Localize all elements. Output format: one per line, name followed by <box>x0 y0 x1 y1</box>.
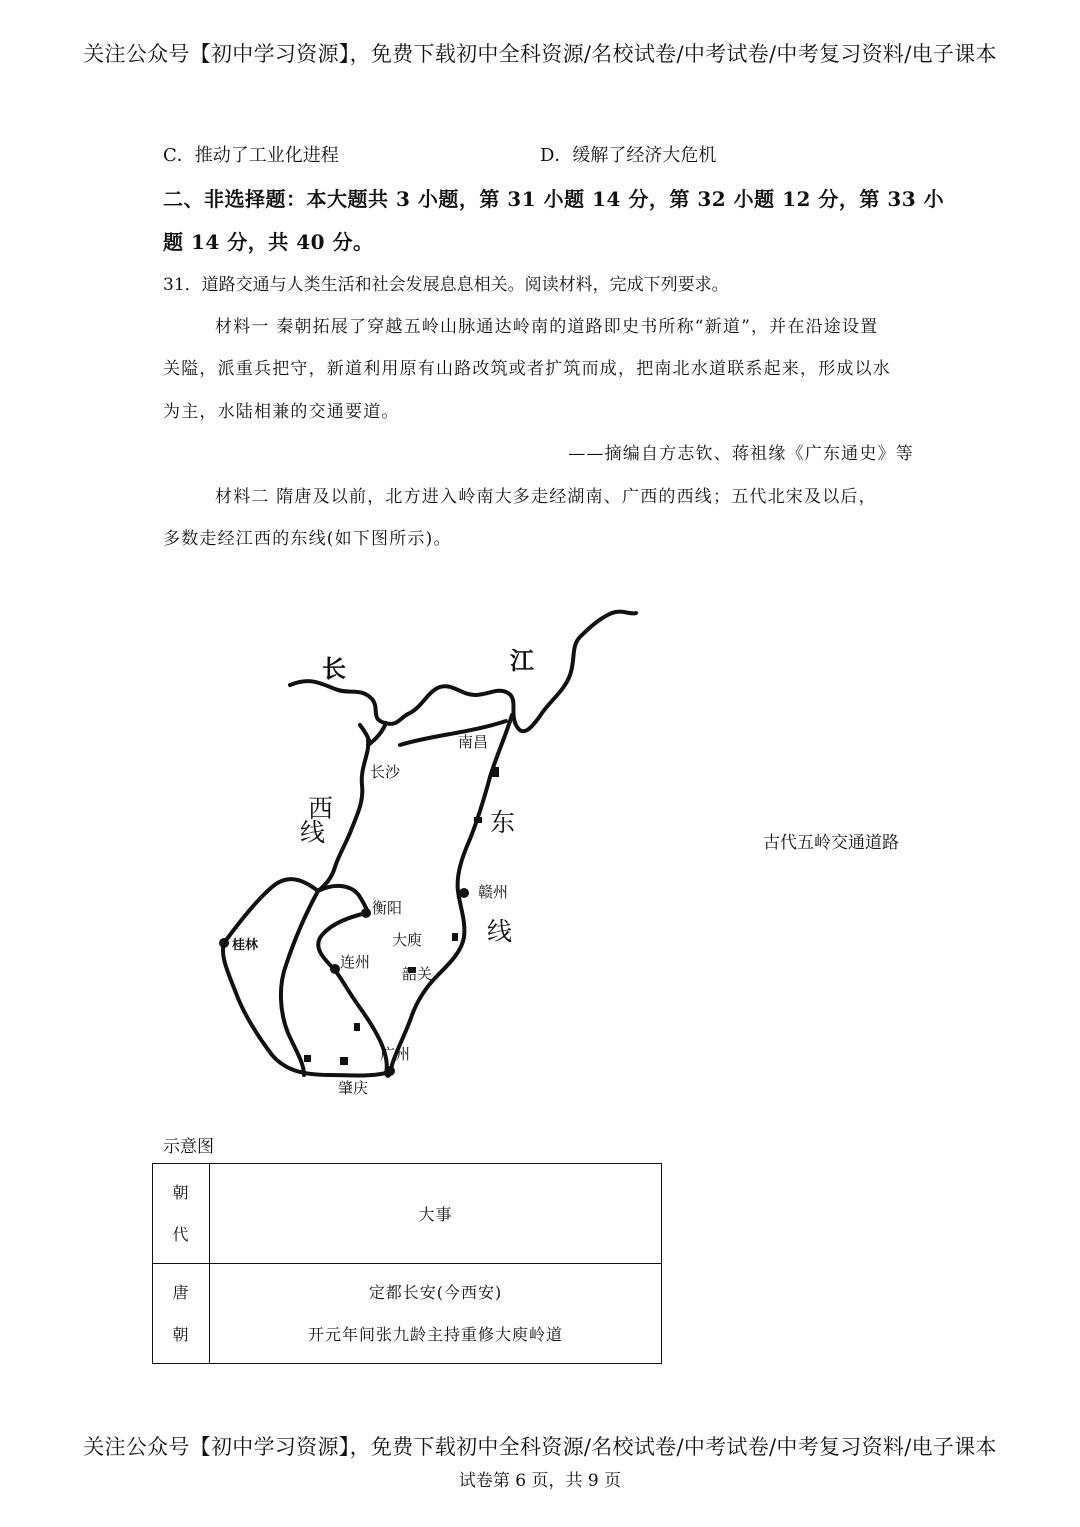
pass-marker <box>340 1057 348 1065</box>
map-label-west-xian: 线 <box>300 818 326 847</box>
map-label-jiang: 江 <box>510 647 534 675</box>
map-caption-below: 示意图 <box>163 1137 214 1157</box>
pass-marker <box>304 1055 311 1062</box>
table-header-row <box>153 1164 662 1264</box>
event-text: 开元年间张九龄主持重修大庾岭道 <box>307 1324 563 1344</box>
material1-line1: 材料一 秦朝拓展了穿越五岭山脉通达岭南的道路即史书所称“新道”，并在沿途设置 <box>215 317 879 337</box>
material1-source: ——摘编自方志钦、蒋祖缘《广东通史》等 <box>568 444 914 464</box>
map-label-hengyang: 衡阳 <box>372 899 403 917</box>
map-label-dayu: 大庾 <box>392 931 423 949</box>
dynasty-header-char: 朝 <box>172 1182 190 1202</box>
footer-banner: 关注公众号【初中学习资源】，免费下载初中全科资源/名校试卷/中考试卷/中考复习资料/电子课本 <box>83 1435 997 1459</box>
header-banner: 关注公众号【初中学习资源】，免费下载初中全科资源/名校试卷/中考试卷/中考复习资料/电子课本 <box>83 42 997 66</box>
option-c: C．推动了工业化进程 <box>163 145 339 166</box>
pass-marker <box>492 767 499 777</box>
wuling-route-map <box>200 595 650 1110</box>
material2-line2: 多数走经江西的东线(如下图所示)。 <box>163 529 452 549</box>
hengyang-dot <box>361 908 371 918</box>
event-text: 定都长安(今西安) <box>368 1282 503 1302</box>
dynasty-cell <box>153 1264 210 1364</box>
dynasty-char: 朝 <box>172 1324 190 1344</box>
guilin-dot <box>219 938 229 948</box>
map-caption-right: 古代五岭交通道路 <box>763 833 899 853</box>
pass-marker <box>474 817 482 823</box>
events-cell <box>210 1264 662 1364</box>
map-label-guilin: 桂林 <box>232 938 259 953</box>
map-label-ganzhou: 赣州 <box>478 883 509 901</box>
dynasty-header-cell <box>153 1164 210 1264</box>
section-title-line2: 题 14 分，共 40 分。 <box>163 230 374 254</box>
ganzhou-dot <box>459 888 469 898</box>
material1-line2: 关隘，派重兵把守，新道利用原有山路改筑或者扩筑而成，把南北水道联系起来，形成以水 <box>163 359 891 379</box>
table-row <box>153 1264 662 1364</box>
map-label-changsha: 长沙 <box>370 763 401 781</box>
page-number: 试卷第 6 页，共 9 页 <box>458 1471 622 1491</box>
map-label-lianzhou: 连州 <box>340 953 371 971</box>
events-header-cell: 大事 <box>210 1164 662 1264</box>
question-31: 31．道路交通与人类生活和社会发展息息相关。阅读材料，完成下列要求。 <box>163 275 729 295</box>
map-label-zhaoqing: 肇庆 <box>338 1079 369 1097</box>
map-label-chang: 长 <box>322 655 346 683</box>
lianzhou-dot <box>330 964 340 974</box>
section-title-line1: 二、非选择题：本大题共 3 小题，第 31 小题 14 分，第 32 小题 12 分，第 33 小 <box>163 187 945 211</box>
map-label-east-xian: 线 <box>487 917 513 946</box>
map-label-shaoguan: 韶关 <box>402 965 433 983</box>
dynasty-events-table <box>152 1163 662 1364</box>
map-label-xi: 西 <box>308 794 334 823</box>
dynasty-header-char: 代 <box>172 1224 190 1244</box>
pass-marker <box>354 1023 360 1031</box>
dynasty-char: 唐 <box>172 1282 190 1302</box>
material2-line1: 材料二 隋唐及以前，北方进入岭南大多走经湖南、广西的西线；五代北宋及以后， <box>215 487 877 507</box>
map-label-nanchang: 南昌 <box>458 733 489 751</box>
guangzhou-dot <box>385 1066 395 1076</box>
option-d: D．缓解了经济大危机 <box>540 145 717 166</box>
map-label-dong: 东 <box>490 808 516 837</box>
map-label-guangzhou: 广州 <box>380 1045 411 1063</box>
pass-marker <box>452 933 458 941</box>
material1-line3: 为主，水陆相兼的交通要道。 <box>163 402 400 422</box>
